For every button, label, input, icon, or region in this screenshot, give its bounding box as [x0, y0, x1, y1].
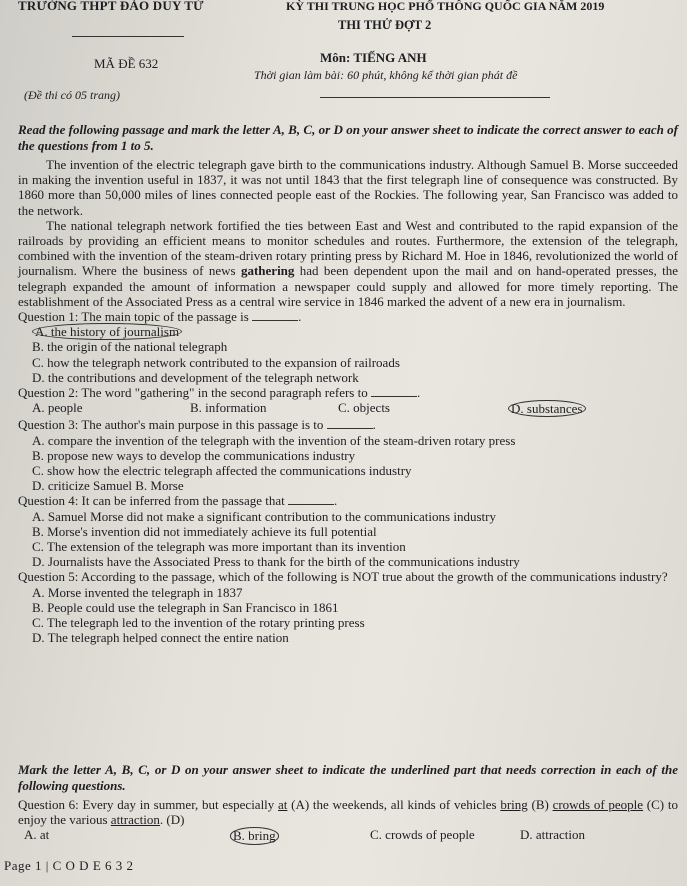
q5-option-c[interactable]: C. The telegraph led to the invention of the rotary printing press	[32, 615, 365, 631]
q6-option-b[interactable]: B. bring	[230, 827, 370, 844]
exam-title: KỲ THI TRUNG HỌC PHỔ THÔNG QUỐC GIA NĂM 2019	[286, 0, 605, 13]
exam-code: MÃ ĐỀ 632	[94, 56, 159, 71]
q4-option-c[interactable]: C. The extension of the telegraph was more important than its invention	[32, 539, 406, 555]
section-1-instruction: Read the following passage and mark the letter A, B, C, or D on your answer sheet to indicate the correct answer to each of the questions from 1 to 5.	[18, 122, 678, 153]
passage-paragraph-1: The invention of the electric telegraph gave birth to the communications industry. Although Samuel B. Morse succeeded in making the invention useful in 1837, it was not until 1843 that the first telegraph line of consequence was constructed. By 1860 more than 50,000 miles of lines connected people east of the Rockies. The following year, San Francisco was added to the network.	[18, 157, 678, 218]
q1-option-b[interactable]: B. the origin of the national telegraph	[32, 339, 228, 355]
q6-option-c[interactable]: C. crowds of people	[370, 827, 475, 843]
q4-option-d[interactable]: D. Journalists have the Associated Press to thank for the birth of the communications industry	[32, 554, 520, 570]
school-name: TRƯỜNG THPT ĐÀO DUY TỪ	[18, 0, 204, 13]
q1-option-c[interactable]: C. how the telegraph network contributed to the expansion of railroads	[32, 354, 400, 370]
question-6: Question 6: Every day in summer, but especially at (A) the weekends, all kinds of vehicles bring (B) crowds of people (C) to enjoy the various attraction. (D)	[18, 797, 678, 828]
q2-option-d[interactable]: D. substances	[508, 400, 586, 417]
q3-option-a[interactable]: A. compare the invention of the telegraph with the invention of the steam-driven rotary press	[32, 432, 516, 448]
underlined-b: bring	[500, 797, 528, 812]
q6-options	[24, 827, 678, 844]
q5-option-a[interactable]: A. Morse invented the telegraph in 1837	[32, 584, 243, 600]
time-limit: Thời gian làm bài: 60 phút, không kể thời gian phát đề	[254, 68, 518, 82]
underlined-d: attraction	[110, 812, 160, 828]
section-2	[18, 762, 678, 845]
page-count: (Đề thi có 05 trang)	[24, 88, 120, 102]
q3-option-d[interactable]: D. criticize Samuel B. Morse	[32, 478, 184, 494]
q5-option-b[interactable]: B. People could use the telegraph in San Francisco in 1861	[32, 599, 339, 615]
q1-option-d[interactable]: D. the contributions and development of the telegraph network	[32, 369, 359, 385]
q2-option-c[interactable]: C. objects	[338, 400, 390, 416]
highlighted-word: gathering	[240, 263, 295, 279]
question-1: Question 1: The main topic of the passage is .	[18, 309, 302, 325]
q2-option-a[interactable]: A. people	[32, 400, 83, 416]
q4-option-b[interactable]: B. Morse's invention did not immediately achieve its full potential	[32, 523, 377, 539]
q6-option-a[interactable]: A. at	[24, 827, 50, 843]
exam-round: THI THỬ ĐỢT 2	[338, 18, 432, 32]
passage-paragraph-2: The national telegraph network fortified the ties between East and West and contributed to the rapid expansion of the railroads by providing an efficient means to monitor schedules and routes. Furthermore, the extension of the telegraph, combined with the invention of the steam-driven rotary printing press by Richard M. Hoe in 1846, revolutionized the world of journalism. Where the business of news gathering had been dependent upon the mail and on hand-operated presses, the telegraph expanded the amount of information a newspaper could supply and allowed for more timely reporting. The establishment of the Associated Press as a central wire service in 1846 marked the advent of a new era in journalism.	[18, 217, 678, 309]
section-2-instruction: Mark the letter A, B, C, or D on your answer sheet to indicate the underlined part that needs correction in each of the following questions.	[18, 762, 678, 793]
underlined-a: at	[278, 797, 288, 812]
q2-option-b[interactable]: B. information	[190, 400, 267, 416]
question-5: Question 5: According to the passage, which of the following is NOT true about the growth of the communications industry?	[18, 569, 668, 585]
q3-option-c[interactable]: C. show how the electric telegraph affected the communications industry	[32, 463, 412, 479]
q5-option-d[interactable]: D. The telegraph helped connect the entire nation	[32, 630, 289, 646]
q4-option-a[interactable]: A. Samuel Morse did not make a significant contribution to the communications industry	[32, 508, 496, 524]
question-4: Question 4: It can be inferred from the passage that .	[18, 493, 338, 509]
page-footer: Page 1 | C O D E 6 3 2	[4, 858, 134, 873]
q2-options	[32, 400, 678, 417]
underlined-c: crowds of people	[552, 797, 644, 812]
section-1	[18, 122, 678, 646]
q6-option-d[interactable]: D. attraction	[520, 827, 585, 843]
question-2: Question 2: The word "gathering" in the second paragraph refers to .	[18, 385, 421, 401]
q1-option-a[interactable]: A. the history of journalism	[32, 324, 678, 339]
subject: Môn: TIẾNG ANH	[320, 50, 427, 65]
question-3: Question 3: The author's main purpose in this passage is to .	[18, 417, 376, 433]
q3-option-b[interactable]: B. propose new ways to develop the communications industry	[32, 447, 356, 463]
header-divider-right	[320, 97, 550, 98]
header-divider	[72, 36, 184, 37]
